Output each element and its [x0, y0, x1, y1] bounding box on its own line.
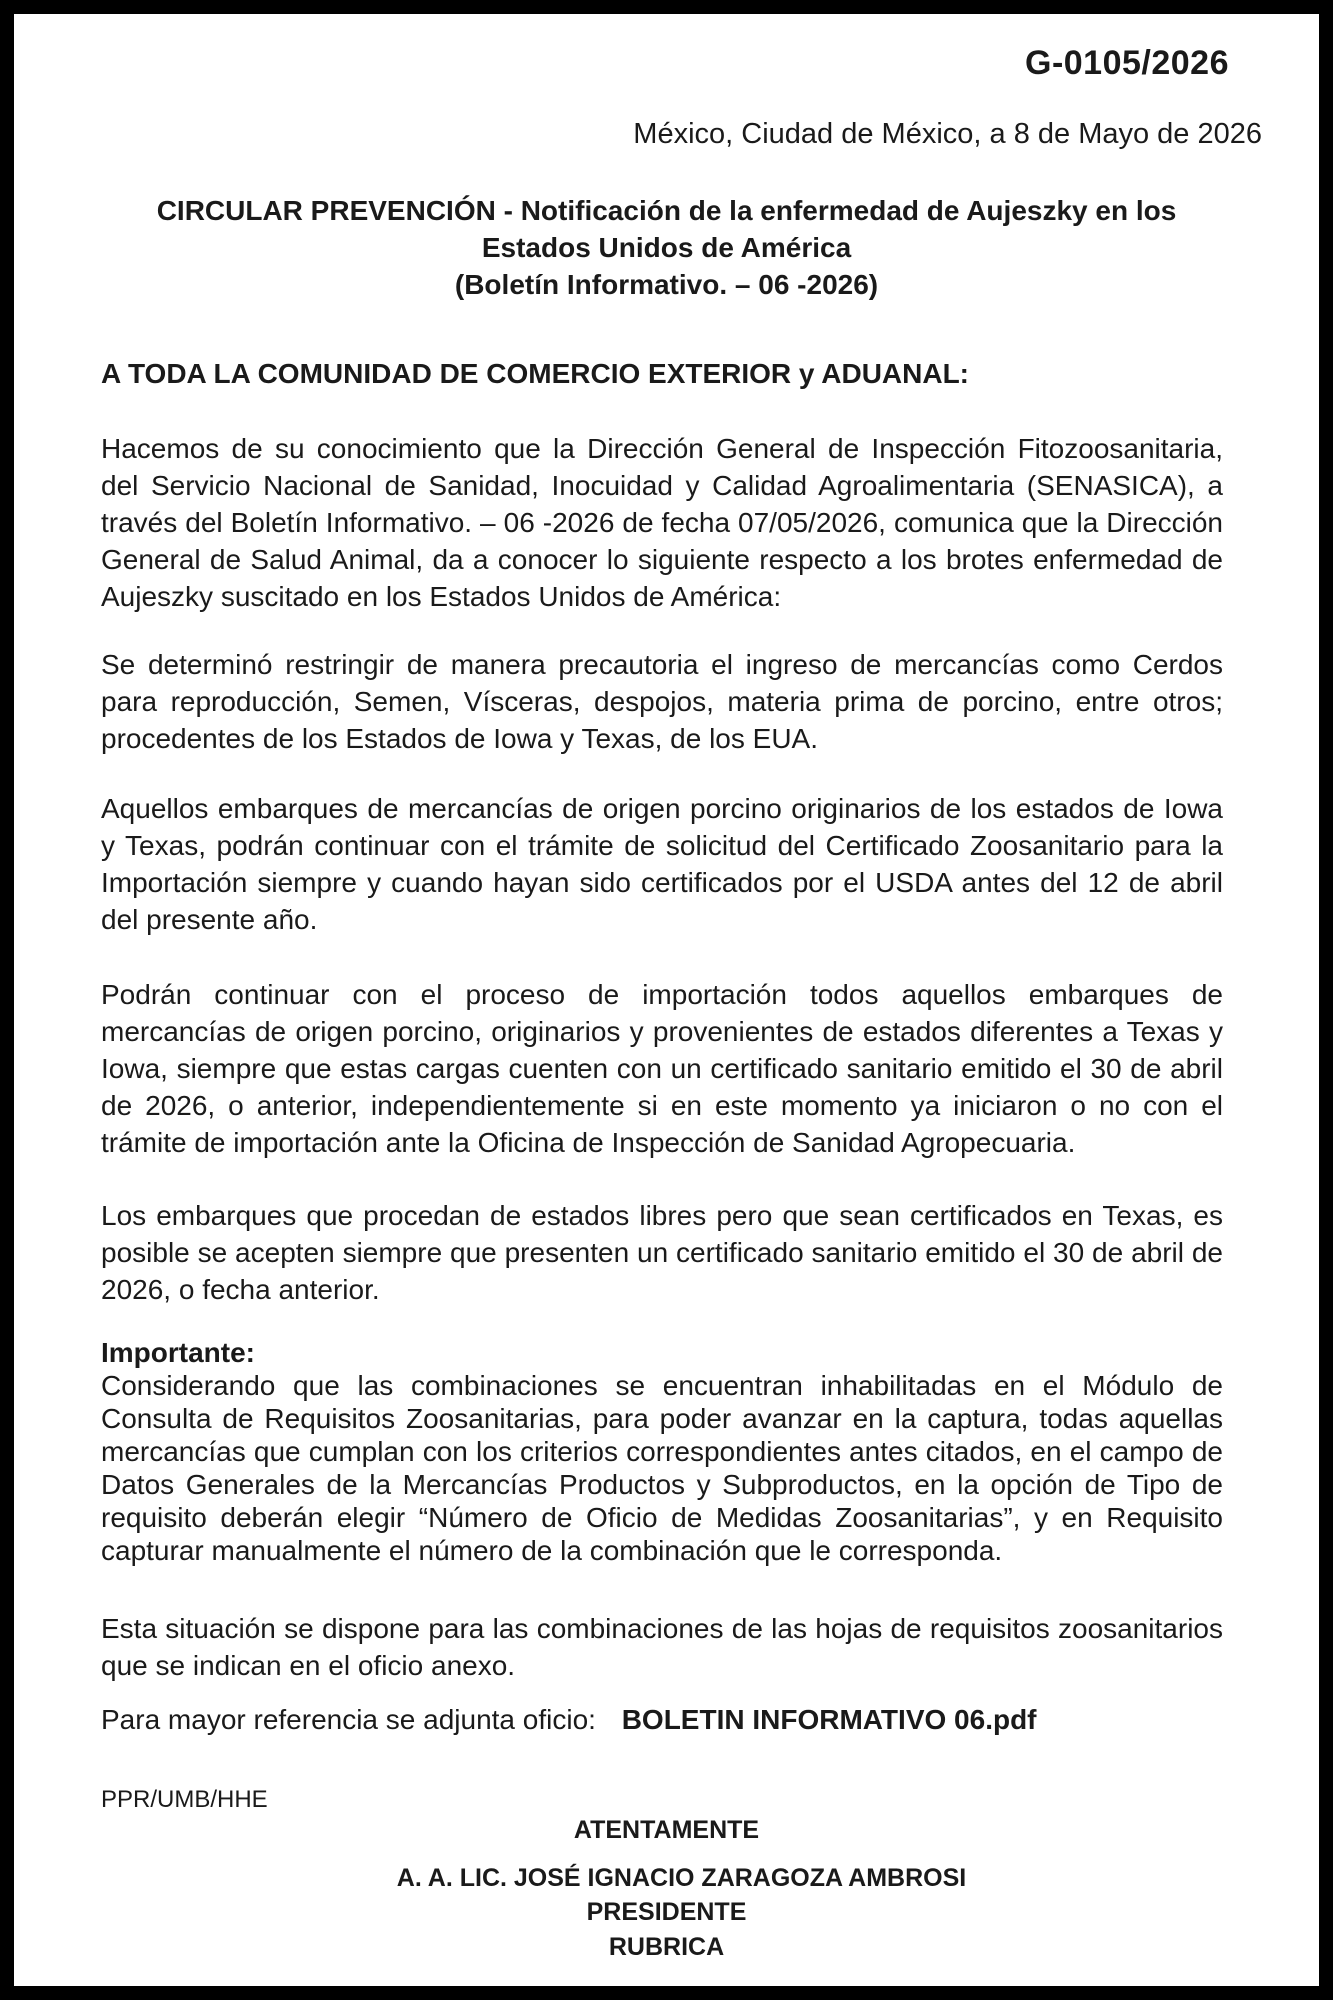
signature-note: RUBRICA: [608, 1933, 725, 1961]
reference-label: Para mayor referencia se adjunta oficio:: [101, 1704, 596, 1735]
addressee: A TODA LA COMUNIDAD DE COMERCIO EXTERIOR y ADUANAL:: [101, 358, 969, 389]
title-line-3: (Boletín Informativo. – 06 -2026): [454, 269, 879, 300]
signature-name: A. A. LIC. JOSÉ IGNACIO ZARAGOZA AMBROSI: [396, 1864, 967, 1892]
important-text: Considerando que las combinaciones se encuentran inhabilitadas en el Módulo de Consulta de Requisitos Zoosanitarias, para poder avanzar en la captura, todas aquellas mercancías que cumplan con los criterios correspondientes antes citados, en el campo de Datos Generales de la Mercancías Productos y Subproductos, en la opción de Tipo de requisito deberán elegir “Número de Oficio de Medidas Zoosanitarias”, y en Requisito capturar manualmente el número de la combinación que le corresponda.: [101, 1370, 1223, 1566]
document-code: G-0105/2026: [1025, 44, 1229, 82]
paragraph-restriction: Se determinó restringir de manera precautoria el ingreso de mercancías como Cerdos para reproducción, Semen, Vísceras, despojos, materia prima de porcino, entre otros; procedentes de los Estados de Iowa y Texas, de los EUA.: [101, 649, 1223, 754]
initials: PPR/UMB/HHE: [101, 1786, 268, 1813]
title-line-1: CIRCULAR PREVENCIÓN - Notificación de la enfermedad de Aujeszky en los: [156, 195, 1177, 226]
signature-salutation: ATENTAMENTE: [573, 1816, 760, 1844]
reference-file: BOLETIN INFORMATIVO 06.pdf: [621, 1704, 1037, 1735]
important-label: Importante:: [101, 1337, 255, 1368]
title-line-2: Estados Unidos de América: [481, 232, 852, 263]
paragraph-iowa-texas: Aquellos embarques de mercancías de origen porcino originarios de los estados de Iowa y Texas, podrán continuar con el trámite de solicitud del Certificado Zoosanitario para la Importación siempre y cuando hayan sido certificados por el USDA antes del 12 de abril del presente año.: [101, 793, 1223, 935]
signature-role: PRESIDENTE: [586, 1898, 747, 1926]
document-title: [114, 192, 1219, 303]
important-section: [101, 1336, 1223, 1567]
paragraph-intro: Hacemos de su conocimiento que la Dirección General de Inspección Fitozoosanitaria, del Servicio Nacional de Sanidad, Inocuidad y Calidad Agroalimentaria (SENASICA), a través del Boletín Informativo. – 06 -2026 de fecha 07/05/2026, comunica que la Dirección General de Salud Animal, da a conocer lo siguiente respecto a los brotes enfermedad de Aujeszky suscitado en los Estados Unidos de América:: [101, 433, 1223, 612]
reference-line: [101, 1704, 1037, 1736]
paragraph-other-states: Podrán continuar con el proceso de importación todos aquellos embarques de mercancías de origen porcino, originarios y provenientes de estados diferentes a Texas y Iowa, siempre que estas cargas cuenten con un certificado sanitario emitido el 30 de abril de 2026, o anterior, independientemente si en este momento ya iniciaron o no con el trámite de importación ante la Oficina de Inspección de Sanidad Agropecuaria.: [101, 979, 1223, 1158]
paragraph-closing: Esta situación se dispone para las combinaciones de las hojas de requisitos zoosanitarios que se indican en el oficio anexo.: [101, 1613, 1223, 1681]
document-date: México, Ciudad de México, a 8 de Mayo de 2026: [633, 118, 1262, 150]
paragraph-free-states: Los embarques que procedan de estados libres pero que sean certificados en Texas, es posible se acepten siempre que presenten un certificado sanitario emitido el 30 de abril de 2026, o fecha anterior.: [101, 1200, 1223, 1305]
document-page: [14, 14, 1319, 1986]
